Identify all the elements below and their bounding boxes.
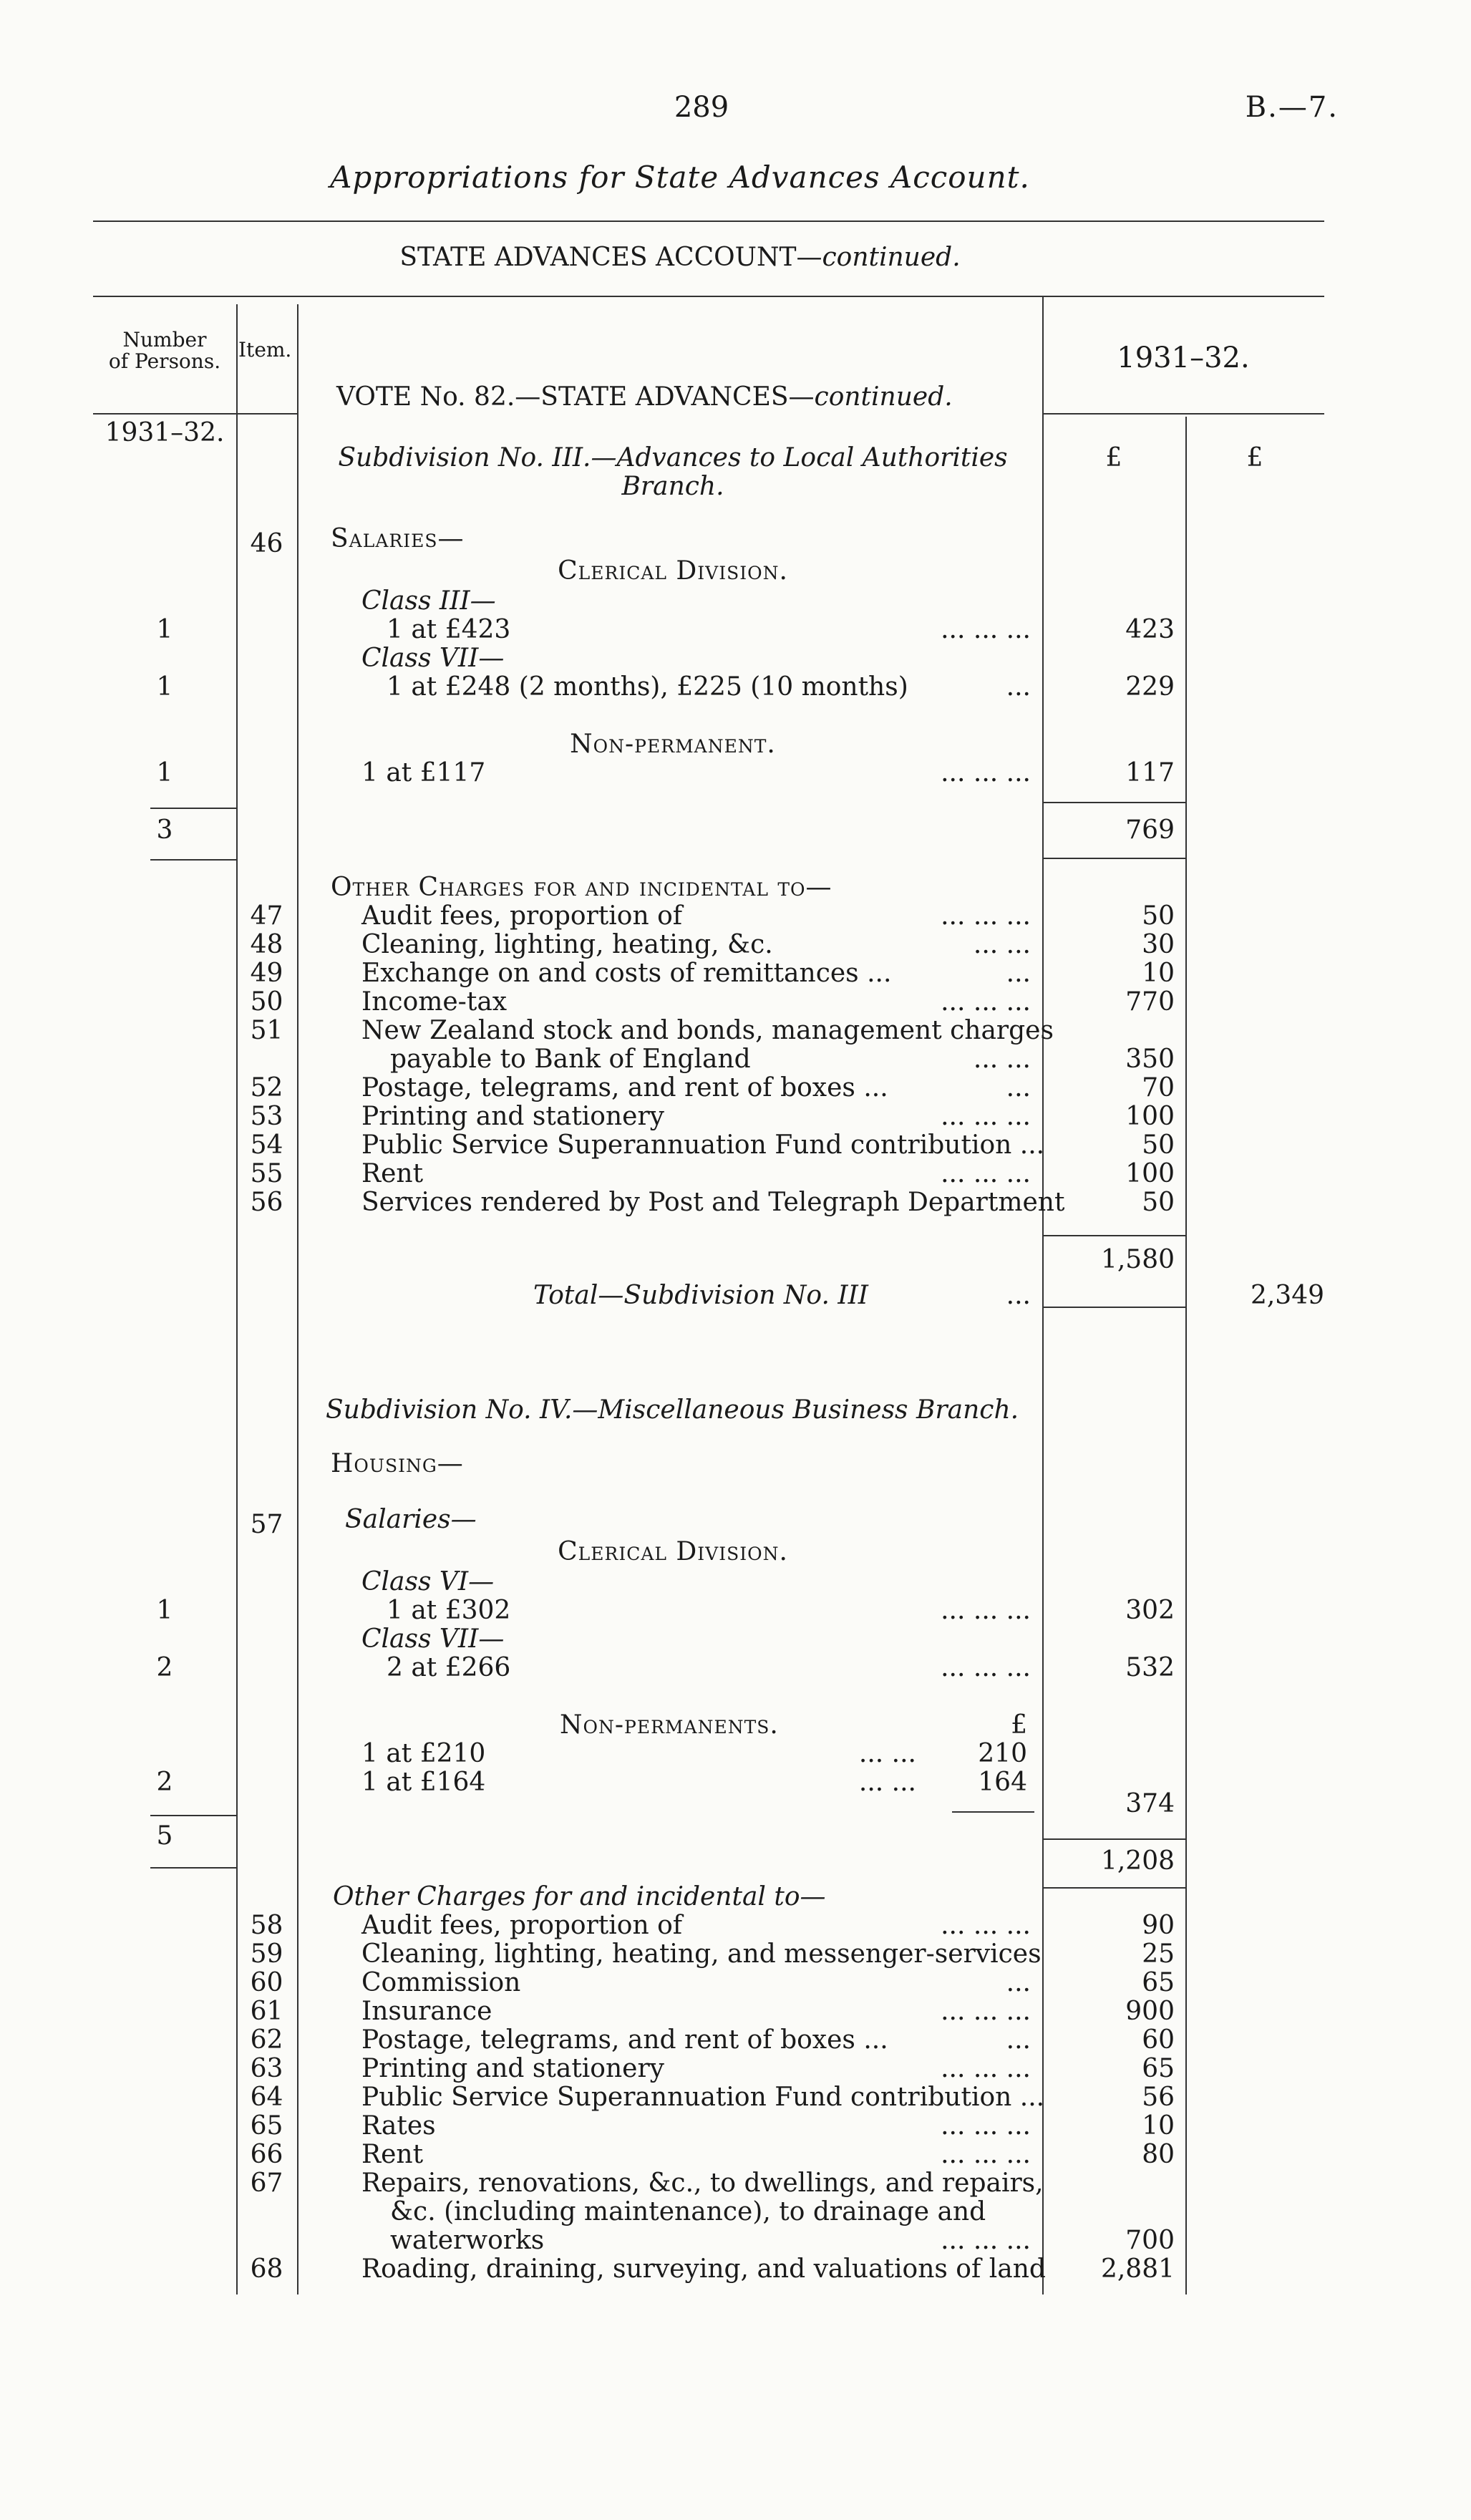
amount: 229 — [1125, 672, 1175, 702]
charge-description: Commission — [361, 1968, 521, 1997]
persons-year-label: 1931–32. — [105, 418, 225, 447]
charge-description: Insurance — [361, 1997, 492, 2026]
charge-description: Public Service Superannuation Fund contribution ... — [361, 2083, 1045, 2112]
leader-dots: ... ... ... — [941, 2140, 1031, 2169]
leader-dots: ... ... ... — [941, 901, 1031, 931]
amount: 532 — [1125, 1653, 1175, 1682]
salary-line: 1 at £248 (2 months), £225 (10 months) — [387, 672, 908, 702]
leader-dots: ... ... ... — [941, 987, 1031, 1017]
charge-description: Rates — [361, 2111, 436, 2141]
class-label: Class VI— — [361, 1567, 495, 1596]
non-permanents-heading: Non-permanents. — [560, 1710, 779, 1740]
amount-total-rule — [1042, 1887, 1185, 1889]
currency-symbol: £ — [1011, 1710, 1027, 1740]
item-number: 61 — [250, 1997, 283, 2026]
charge-description: Audit fees, proportion of — [361, 1911, 683, 1940]
leader-dots: ... ... ... — [941, 1102, 1031, 1131]
leader-dots: ... — [1006, 672, 1031, 702]
subdivision-4-title: Subdivision No. IV.—Miscellaneous Business Branch. — [326, 1395, 1019, 1425]
item-number: 58 — [250, 1911, 283, 1940]
charge-description: Cleaning, lighting, heating, &c. — [361, 930, 773, 959]
item-number: 50 — [250, 987, 283, 1017]
leader-dots: ... ... ... — [941, 1653, 1031, 1682]
item-number: 51 — [250, 1016, 283, 1045]
class-label: Class III— — [361, 586, 496, 616]
leader-dots: ... — [1006, 1281, 1031, 1310]
charge-description: Public Service Superannuation Fund contribution ... — [361, 1130, 1045, 1160]
subdivision-3-title-line1: Subdivision No. III.—Advances to Local Authorities — [338, 443, 1008, 472]
charge-amount: 50 — [1142, 901, 1175, 931]
currency-symbol-amount: £ — [1105, 443, 1122, 472]
charge-amount: 2,881 — [1100, 2254, 1175, 2284]
leader-dots: ... ... ... — [941, 1596, 1031, 1625]
charge-amount: 10 — [1142, 2111, 1175, 2141]
charge-amount: 100 — [1125, 1159, 1175, 1188]
persons-header-line1: Number — [122, 328, 207, 352]
persons-count: 2 — [156, 1768, 173, 1797]
persons-subtotal-rule — [150, 808, 236, 809]
item-number: 46 — [250, 529, 283, 558]
vote-title-continued: continued. — [814, 382, 953, 412]
leader-dots: ... ... — [973, 1045, 1031, 1074]
item-number: 55 — [250, 1159, 283, 1188]
charge-description: Cleaning, lighting, heating, and messenger-services — [361, 1939, 1042, 1969]
class-label: Class VII— — [361, 644, 505, 673]
leader-dots: ... — [1006, 1968, 1031, 1997]
persons-header-line2: of Persons. — [108, 349, 221, 373]
vote-title-main: VOTE No. 82.—STATE ADVANCES— — [336, 382, 815, 412]
persons-total-rule — [150, 1867, 236, 1869]
header-rule-left — [93, 413, 297, 415]
persons-total: 5 — [156, 1821, 173, 1851]
subdivision-3-title — [308, 444, 1038, 501]
charge-amount: 50 — [1142, 1188, 1175, 1217]
leader-dots: ... ... — [973, 930, 1031, 959]
charge-description: Services rendered by Post and Telegraph Department — [361, 1188, 1065, 1217]
salaries-heading: Salaries— — [345, 1505, 477, 1534]
page-number: 289 — [674, 91, 729, 124]
salaries-heading: Salaries— — [331, 524, 465, 553]
charge-amount: 770 — [1125, 987, 1175, 1017]
amount-subtotal-rule — [1042, 1235, 1185, 1236]
amount: 164 — [978, 1768, 1027, 1797]
item-number: 49 — [250, 959, 283, 988]
class-label: Class VII— — [361, 1624, 505, 1654]
salary-line: 2 at £266 — [387, 1653, 511, 1682]
section-subtitle — [215, 243, 1145, 272]
charge-description: Rent — [361, 2140, 424, 2169]
column-rule-amount — [1185, 417, 1187, 2294]
amount: 117 — [1125, 758, 1175, 788]
subtitle-main: STATE ADVANCES ACCOUNT— — [399, 243, 822, 272]
item-number: 66 — [250, 2140, 283, 2169]
leader-dots: ... ... ... — [941, 1997, 1031, 2026]
subtitle-continued: continued. — [822, 243, 961, 272]
charge-amount: 50 — [1142, 1130, 1175, 1160]
other-charges-heading: Other Charges for and incidental to— — [333, 1882, 826, 1911]
item-number: 57 — [250, 1510, 283, 1539]
leader-dots: ... ... ... — [941, 2111, 1031, 2141]
charge-amount: 700 — [1125, 2226, 1175, 2255]
charge-amount: 65 — [1142, 2054, 1175, 2083]
leader-dots: ... — [1006, 2025, 1031, 2055]
persons-count: 1 — [156, 758, 173, 788]
leader-dots: ... ... ... — [941, 2226, 1031, 2255]
charge-description: Printing and stationery — [361, 2054, 665, 2083]
charge-description: Rent — [361, 1159, 424, 1188]
amount-total-rule — [1042, 1307, 1185, 1308]
title-rule — [93, 220, 1324, 222]
salaries-total: 1,208 — [1100, 1846, 1175, 1876]
charge-amount: 10 — [1142, 959, 1175, 988]
charge-amount: 65 — [1142, 1968, 1175, 1997]
charge-description: Postage, telegrams, and rent of boxes ... — [361, 2025, 888, 2055]
charge-description: &c. (including maintenance), to drainage and — [390, 2197, 986, 2226]
charge-description: Income-tax — [361, 987, 508, 1017]
amount-total-rule — [1042, 858, 1185, 859]
column-rule-item — [297, 304, 298, 2294]
non-permanent-heading: Non-permanent. — [570, 730, 776, 759]
item-number: 64 — [250, 2083, 283, 2112]
charge-amount: 25 — [1142, 1939, 1175, 1969]
non-permanents-total: 374 — [1125, 1789, 1175, 1818]
item-number: 68 — [250, 2254, 283, 2284]
charge-description: Exchange on and costs of remittances ... — [361, 959, 892, 988]
charge-description: waterworks — [390, 2226, 545, 2255]
housing-heading: Housing— — [331, 1449, 464, 1478]
subdivision-3-total-amount: 2,349 — [1250, 1281, 1324, 1310]
charge-description: payable to Bank of England — [390, 1045, 751, 1074]
leader-dots: ... ... — [858, 1739, 916, 1768]
charge-amount: 60 — [1142, 2025, 1175, 2055]
leader-dots: ... ... — [858, 1768, 916, 1797]
persons-count: 1 — [156, 615, 173, 644]
column-header-year: 1931–32. — [1117, 341, 1250, 374]
amount: 302 — [1125, 1596, 1175, 1625]
persons-count: 2 — [156, 1653, 173, 1682]
leader-dots: ... — [1006, 1073, 1031, 1102]
salary-line: 1 at £210 — [361, 1739, 486, 1768]
table-top-rule — [93, 296, 1324, 297]
charge-amount: 900 — [1125, 1997, 1175, 2026]
other-charges-heading: Other Charges for and incidental to— — [331, 873, 832, 902]
charge-description: Printing and stationery — [361, 1102, 665, 1131]
item-number: 67 — [250, 2168, 283, 2198]
item-number: 47 — [250, 901, 283, 931]
other-charges-total: 1,580 — [1100, 1245, 1175, 1274]
charge-amount: 100 — [1125, 1102, 1175, 1131]
subdivision-3-total-label: Total—Subdivision No. III — [533, 1281, 869, 1310]
amount-subtotal-rule — [1042, 1838, 1185, 1840]
charge-description: Repairs, renovations, &c., to dwellings, and repairs, — [361, 2168, 1044, 2198]
item-number: 52 — [250, 1073, 283, 1102]
leader-dots: ... ... ... — [941, 615, 1031, 644]
salary-line: 1 at £117 — [361, 758, 486, 788]
column-header-item: Item. — [238, 338, 292, 362]
amount-subtotal-rule — [1042, 802, 1185, 803]
charge-amount: 90 — [1142, 1911, 1175, 1940]
charge-amount: 70 — [1142, 1073, 1175, 1102]
charge-amount: 30 — [1142, 930, 1175, 959]
clerical-division-heading: Clerical Division. — [558, 1537, 788, 1566]
charge-amount: 350 — [1125, 1045, 1175, 1074]
salary-line: 1 at £423 — [387, 615, 511, 644]
amount: 210 — [978, 1739, 1027, 1768]
charge-description: Postage, telegrams, and rent of boxes ... — [361, 1073, 888, 1102]
salaries-total: 769 — [1125, 815, 1175, 845]
item-number: 60 — [250, 1968, 283, 1997]
leader-dots: ... ... ... — [941, 758, 1031, 788]
non-permanents-rule — [952, 1811, 1034, 1813]
persons-count: 1 — [156, 672, 173, 702]
charge-description: Audit fees, proportion of — [361, 901, 683, 931]
amount: 423 — [1125, 615, 1175, 644]
item-number: 65 — [250, 2111, 283, 2141]
leader-dots: ... ... ... — [941, 1159, 1031, 1188]
item-number: 56 — [250, 1188, 283, 1217]
salary-line: 1 at £302 — [387, 1596, 511, 1625]
vote-title — [336, 383, 953, 412]
persons-subtotal-rule — [150, 1815, 236, 1816]
leader-dots: ... — [1006, 959, 1031, 988]
charge-description: Roading, draining, surveying, and valuations of land — [361, 2254, 1046, 2284]
item-number: 59 — [250, 1939, 283, 1969]
charge-description: New Zealand stock and bonds, management charges — [361, 1016, 1054, 1045]
charge-amount: 56 — [1142, 2083, 1175, 2112]
persons-count: 1 — [156, 1596, 173, 1625]
item-number: 54 — [250, 1130, 283, 1160]
salary-line: 1 at £164 — [361, 1768, 486, 1797]
item-number: 62 — [250, 2025, 283, 2055]
item-number: 53 — [250, 1102, 283, 1131]
persons-total: 3 — [156, 815, 173, 845]
leader-dots: ... ... ... — [941, 2054, 1031, 2083]
clerical-division-heading: Clerical Division. — [558, 556, 788, 586]
item-number: 63 — [250, 2054, 283, 2083]
persons-total-rule — [150, 859, 236, 861]
item-number: 48 — [250, 930, 283, 959]
currency-symbol-total: £ — [1246, 443, 1263, 472]
page-title: Appropriations for State Advances Account. — [330, 160, 1030, 195]
leader-dots: ... ... ... — [941, 1911, 1031, 1940]
document-code: B.—7. — [1245, 91, 1339, 124]
column-header-persons — [93, 329, 236, 372]
subdivision-3-title-line2: Branch. — [621, 472, 724, 501]
header-rule-right — [1042, 413, 1324, 415]
charge-amount: 80 — [1142, 2140, 1175, 2169]
